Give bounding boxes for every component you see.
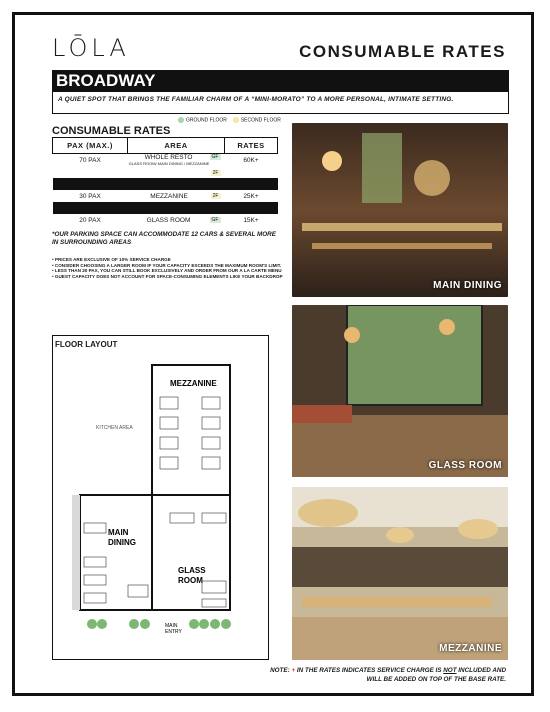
floor-plan [52,335,269,660]
entry-label-2: ENTRY [165,629,182,635]
area-cell [128,154,225,167]
ground-floor-swatch [178,117,184,123]
floor-legend [178,117,281,123]
dining-tables [84,513,226,607]
area-label: MEZZANINE [150,192,188,200]
area-label: WHOLE RESTO [144,154,193,161]
mezzanine-photo [292,487,508,660]
photo-caption: GLASS ROOM [428,460,502,471]
legend-second: SECOND FLOOR [240,117,281,124]
floor-badge-gf: GF [211,154,219,160]
rates-header-row [53,138,278,154]
plus-icon: + [291,667,296,674]
table-row [53,166,278,178]
list-item: • GUEST CAPACITY DOES NOT ACCOUNT FOR SPACE-CONSUMING ELEMENTS LIKE YOUR BACKDROP [52,273,283,279]
rate-cell: 60K+ [243,156,259,164]
kitchen-label: KITCHEN AREA [96,425,133,431]
list-item: • CONSIDER CHOOSING A LARGER ROOM IF YOUR CAPACITY EXCEEDS THE MAXIMUM ROOM'S LIMIT. [52,262,282,268]
floor-badge-2f: 2F [212,192,219,199]
note-line1b: INCLUDED AND [456,667,506,674]
floor-badge-2f: 2F [212,169,219,176]
venue-name: BROADWAY [52,70,509,92]
page-title: CONSUMABLE RATES [299,42,506,61]
lola-logo: LŌLA [52,34,130,62]
row-separator [53,178,278,190]
header-rates: RATES [225,138,278,154]
floor-layout-title: FLOOR LAYOUT [55,340,118,349]
rates-table [52,137,278,226]
area-cell [128,190,225,202]
header-area: AREA [128,138,225,154]
footer-note [270,666,506,684]
area-cell [128,214,225,226]
main-label: MAIN [108,528,129,537]
note-not: NOT [443,667,457,674]
legend-ground: GROUND FLOOR [186,117,227,124]
table-row [53,154,278,167]
glass-label: GLASS [178,566,206,575]
rates-section-title: CONSUMABLE RATES [52,125,171,137]
policy-list [52,257,284,279]
pax-cell: 70 PAX [79,156,101,164]
dining-label: DINING [108,538,136,547]
rate-cell: 25K+ [243,192,259,200]
plants [87,619,231,629]
row-separator [53,202,278,214]
mezzanine-label: MEZZANINE [170,379,217,388]
rate-cell: 15K+ [243,216,259,224]
second-floor-swatch [233,117,239,123]
parking-note: *OUR PARKING SPACE CAN ACCOMMODATE 12 CARS & SEVERAL MORE IN SURROUNDING AREAS [52,231,276,246]
note-line2: WILL BE ADDED ON TOP OF THE BASE RATE. [366,676,506,683]
note-line1a: IN THE RATES INDICATES SERVICE CHARGE IS [295,667,444,674]
entry-label-1: MAIN [165,623,178,629]
venue-tagline: A QUIET SPOT THAT BRINGS THE FAMILIAR CHARM OF A “MINI-MORATO” TO A MORE PERSONAL, INTIMATE SETTING. [58,96,454,103]
room-label: ROOM [178,576,203,585]
header-pax: PAX (MAX.) [53,138,128,154]
floor-badge-gf: GF [211,216,219,223]
pax-cell: 30 PAX [79,192,101,200]
area-sub-label: GLASS ROOM/ MAIN DINING / MEZZANINE [128,161,210,166]
list-item: • LESS THAN 20 PAX, YOU CAN STILL BOOK EXCLUSIVELY AND ORDER FROM OUR A LA CARTE MENU [52,268,282,274]
table-row [53,190,278,202]
list-item: • PRICES ARE EXCLUSIVE OF 10% SERVICE CHARGE [52,257,171,262]
counter [72,495,80,610]
photo-caption: MEZZANINE [439,643,502,654]
area-label: GLASS ROOM [146,216,191,224]
pax-cell: 20 PAX [79,216,101,224]
main-dining-photo [292,123,508,297]
photo-caption: MAIN DINING [433,280,502,291]
mezzanine-tables [160,397,220,469]
glass-room-photo [292,305,508,477]
table-row [53,214,278,226]
note-prefix: NOTE: [270,667,290,674]
